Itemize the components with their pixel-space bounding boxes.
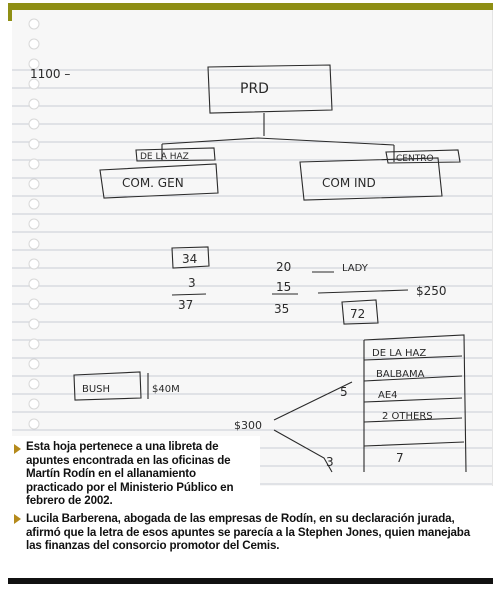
caption-text-1: Esta hoja pertenece a una libreta de apuntes encontrada en las oficinas de Martín Rodín en el allanamiento practicado por el Ministerio Público en febrero de 2002.: [26, 440, 234, 508]
note-col1-sum: 37: [178, 298, 194, 312]
note-label-right: CENTRO: [396, 154, 434, 164]
caption-notebook-origin: [8, 436, 260, 512]
note-col2-sum: 35: [274, 302, 290, 316]
caption-text-2: Lucila Barberena, abogada de las empresas de Rodín, en su declaración jurada, afirmó que la letra de esos apuntes se parecía a la Stephen Jones, quien manejaba las finanzas del consorcio promotor del Cemis.: [26, 512, 471, 553]
note-amount-bottom: $300: [234, 419, 262, 432]
note-top-left: 1100 –: [30, 67, 71, 81]
triangle-bullet-icon: [14, 514, 21, 524]
note-col2-a: 20: [276, 260, 292, 274]
caption-handwriting-testimony: [8, 512, 493, 553]
note-box-right: COM IND: [322, 176, 376, 190]
handwritten-notes: [12, 10, 493, 486]
note-col1-b: 3: [188, 276, 196, 290]
note-bush-amount: $40M: [152, 384, 180, 395]
note-branch-3: 3: [326, 455, 334, 469]
note-col2-total: 72: [350, 307, 366, 321]
note-list-item-1: DE LA HAZ: [372, 348, 427, 359]
note-branch-7: 7: [396, 451, 404, 465]
note-list-item-2: BALBAMA: [376, 369, 425, 380]
note-label-left: DE LA HAZ: [140, 152, 189, 162]
note-list-item-3: AE4: [378, 390, 398, 401]
note-bush: BUSH: [82, 384, 111, 395]
footer-rule: [8, 578, 493, 584]
note-amount-right: $250: [416, 284, 447, 298]
note-col2-b: 15: [276, 280, 292, 294]
note-box-top: PRD: [240, 81, 269, 97]
note-col1-a: 34: [182, 252, 198, 266]
note-branch-5: 5: [340, 385, 348, 399]
note-col2-a-label: LADY: [342, 263, 368, 274]
triangle-bullet-icon: [14, 444, 21, 454]
note-box-left: COM. GEN: [122, 176, 184, 190]
notebook-page-image: [12, 10, 493, 486]
note-list-item-4: 2 OTHERS: [382, 411, 433, 422]
